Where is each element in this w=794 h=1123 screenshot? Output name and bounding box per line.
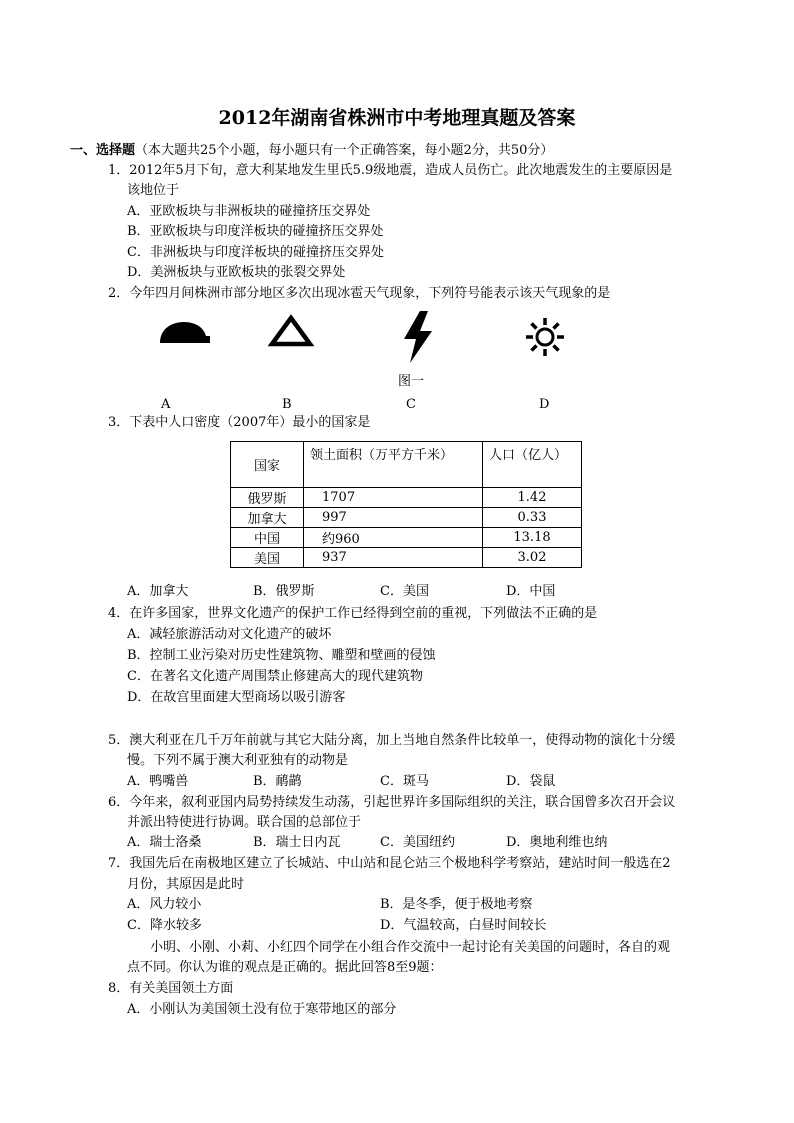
q5-option-c: C．斑马 xyxy=(380,774,429,789)
page-title: 2012年湖南省株洲市中考地理真题及答案 xyxy=(218,107,576,129)
q4-option-b: B．控制工业污染对历史性建筑物、雕塑和壁画的侵蚀 xyxy=(127,648,436,663)
q1-option-a: A．亚欧板块与非洲板块的碰撞挤压交界处 xyxy=(127,204,371,219)
q3-option-d: D．中国 xyxy=(506,584,556,599)
table-cell: 937 xyxy=(304,548,483,568)
q1-stem-line1: 1．2012年5月下旬，意大利某地发生里氏5.9级地震，造成人员伤亡。此次地震发生的主要原因是 xyxy=(108,163,673,178)
table-cell: 1.42 xyxy=(483,488,582,508)
icon-label-a: A xyxy=(161,397,171,412)
table-cell: 美国 xyxy=(231,548,304,568)
table-row xyxy=(231,508,582,528)
sun-icon xyxy=(524,316,566,358)
icon-label-c: C xyxy=(406,397,416,412)
q7-stem-line2: 月份，其原因是此时 xyxy=(127,877,245,892)
q7-stem-line1: 7．我国先后在南极地区建立了长城站、中山站和昆仑站三个极地科学考察站，建站时间一般选在2 xyxy=(108,856,671,871)
intro-line2: 点不同。你认为谁的观点是正确的。据此回答8至9题： xyxy=(127,960,443,975)
table-cell: 加拿大 xyxy=(231,508,304,528)
table-cell: 约960 xyxy=(304,528,483,548)
q4-option-c: C．在著名文化遗产周围禁止修建高大的现代建筑物 xyxy=(127,669,423,684)
q6-stem-line1: 6．今年来，叙利亚国内局势持续发生动荡，引起世界许多国际组织的关注，联合国曾多次召开会议 xyxy=(108,795,676,810)
population-table xyxy=(230,441,582,568)
table-cell: 997 xyxy=(304,508,483,528)
q5-option-a: A．鸭嘴兽 xyxy=(127,774,189,789)
q6-stem-line2: 并派出特使进行协调。联合国的总部位于 xyxy=(127,815,362,830)
q4-option-a: A．减轻旅游活动对文化遗产的破坏 xyxy=(127,627,332,642)
q3-option-a: A．加拿大 xyxy=(127,584,189,599)
table-row xyxy=(231,528,582,548)
lightning-icon xyxy=(398,309,438,365)
q4-stem: 4．在许多国家，世界文化遗产的保护工作已经得到空前的重视，下列做法不正确的是 xyxy=(108,606,598,621)
table-cell: 中国 xyxy=(231,528,304,548)
hail-cloud-icon xyxy=(156,318,212,346)
q5-option-b: B．鸸鹋 xyxy=(253,774,302,789)
q8-option-a: A．小刚认为美国领土没有位于寒带地区的部分 xyxy=(127,1002,397,1017)
table-header-cell: 国家 xyxy=(231,442,304,488)
q6-option-c: C．美国纽约 xyxy=(380,835,455,850)
section-instructions: （本大题共25个小题，每小题只有一个正确答案，每小题2分，共50分） xyxy=(135,143,554,158)
q1-stem-line2: 该地位于 xyxy=(127,183,180,198)
table-header-cell: 领土面积（万平方千米） xyxy=(304,442,483,488)
table-cell: 3.02 xyxy=(483,548,582,568)
q5-stem-line2: 慢。下列不属于澳大利亚独有的动物是 xyxy=(127,753,349,768)
table-cell: 0.33 xyxy=(483,508,582,528)
q6-option-b: B．瑞士日内瓦 xyxy=(253,835,341,850)
q2-stem: 2．今年四月间株洲市部分地区多次出现冰雹天气现象，下列符号能表示该天气现象的是 xyxy=(108,286,611,301)
table-header-cell: 人口（亿人） xyxy=(483,442,582,488)
q6-option-a: A．瑞士洛桑 xyxy=(127,835,202,850)
q3-stem: 3．下表中人口密度（2007年）最小的国家是 xyxy=(108,415,371,430)
table-header-row xyxy=(231,442,582,488)
table-cell: 13.18 xyxy=(483,528,582,548)
q1-option-c: C．非洲板块与印度洋板块的碰撞挤压交界处 xyxy=(127,245,384,260)
icon-label-d: D xyxy=(539,397,550,412)
q7-option-c: C．降水较多 xyxy=(127,918,202,933)
q1-option-b: B．亚欧板块与印度洋板块的碰撞挤压交界处 xyxy=(127,224,384,239)
table-row xyxy=(231,548,582,568)
q5-option-d: D．袋鼠 xyxy=(506,774,556,789)
q3-option-b: B．俄罗斯 xyxy=(253,584,315,599)
q4-option-d: D．在故宫里面建大型商场以吸引游客 xyxy=(127,690,346,705)
section-heading xyxy=(70,142,553,160)
table-row xyxy=(231,488,582,508)
section-label: 一、选择题 xyxy=(70,143,136,158)
triangle-icon xyxy=(268,314,314,348)
q7-option-d: D．气温较高，白昼时间较长 xyxy=(380,918,547,933)
q7-option-b: B．是冬季，便于极地考察 xyxy=(380,897,533,912)
intro-line1: 小明、小刚、小莉、小红四个同学在小组合作交流中一起讨论有关美国的问题时，各自的观 xyxy=(150,940,671,955)
figure-caption: 图一 xyxy=(398,374,425,389)
q7-option-a: A．风力较小 xyxy=(127,897,202,912)
icon-label-b: B xyxy=(282,397,292,412)
table-cell: 俄罗斯 xyxy=(231,488,304,508)
q6-option-d: D．奥地利维也纳 xyxy=(506,835,608,850)
q1-option-d: D．美洲板块与亚欧板块的张裂交界处 xyxy=(127,265,346,280)
table-cell: 1707 xyxy=(304,488,483,508)
q8-stem: 8．有关美国领土方面 xyxy=(108,981,234,996)
q5-stem-line1: 5．澳大利亚在几千万年前就与其它大陆分离，加上当地自然条件比较单一，使得动物的演化十分缓 xyxy=(108,733,676,748)
q3-option-c: C．美国 xyxy=(380,584,429,599)
